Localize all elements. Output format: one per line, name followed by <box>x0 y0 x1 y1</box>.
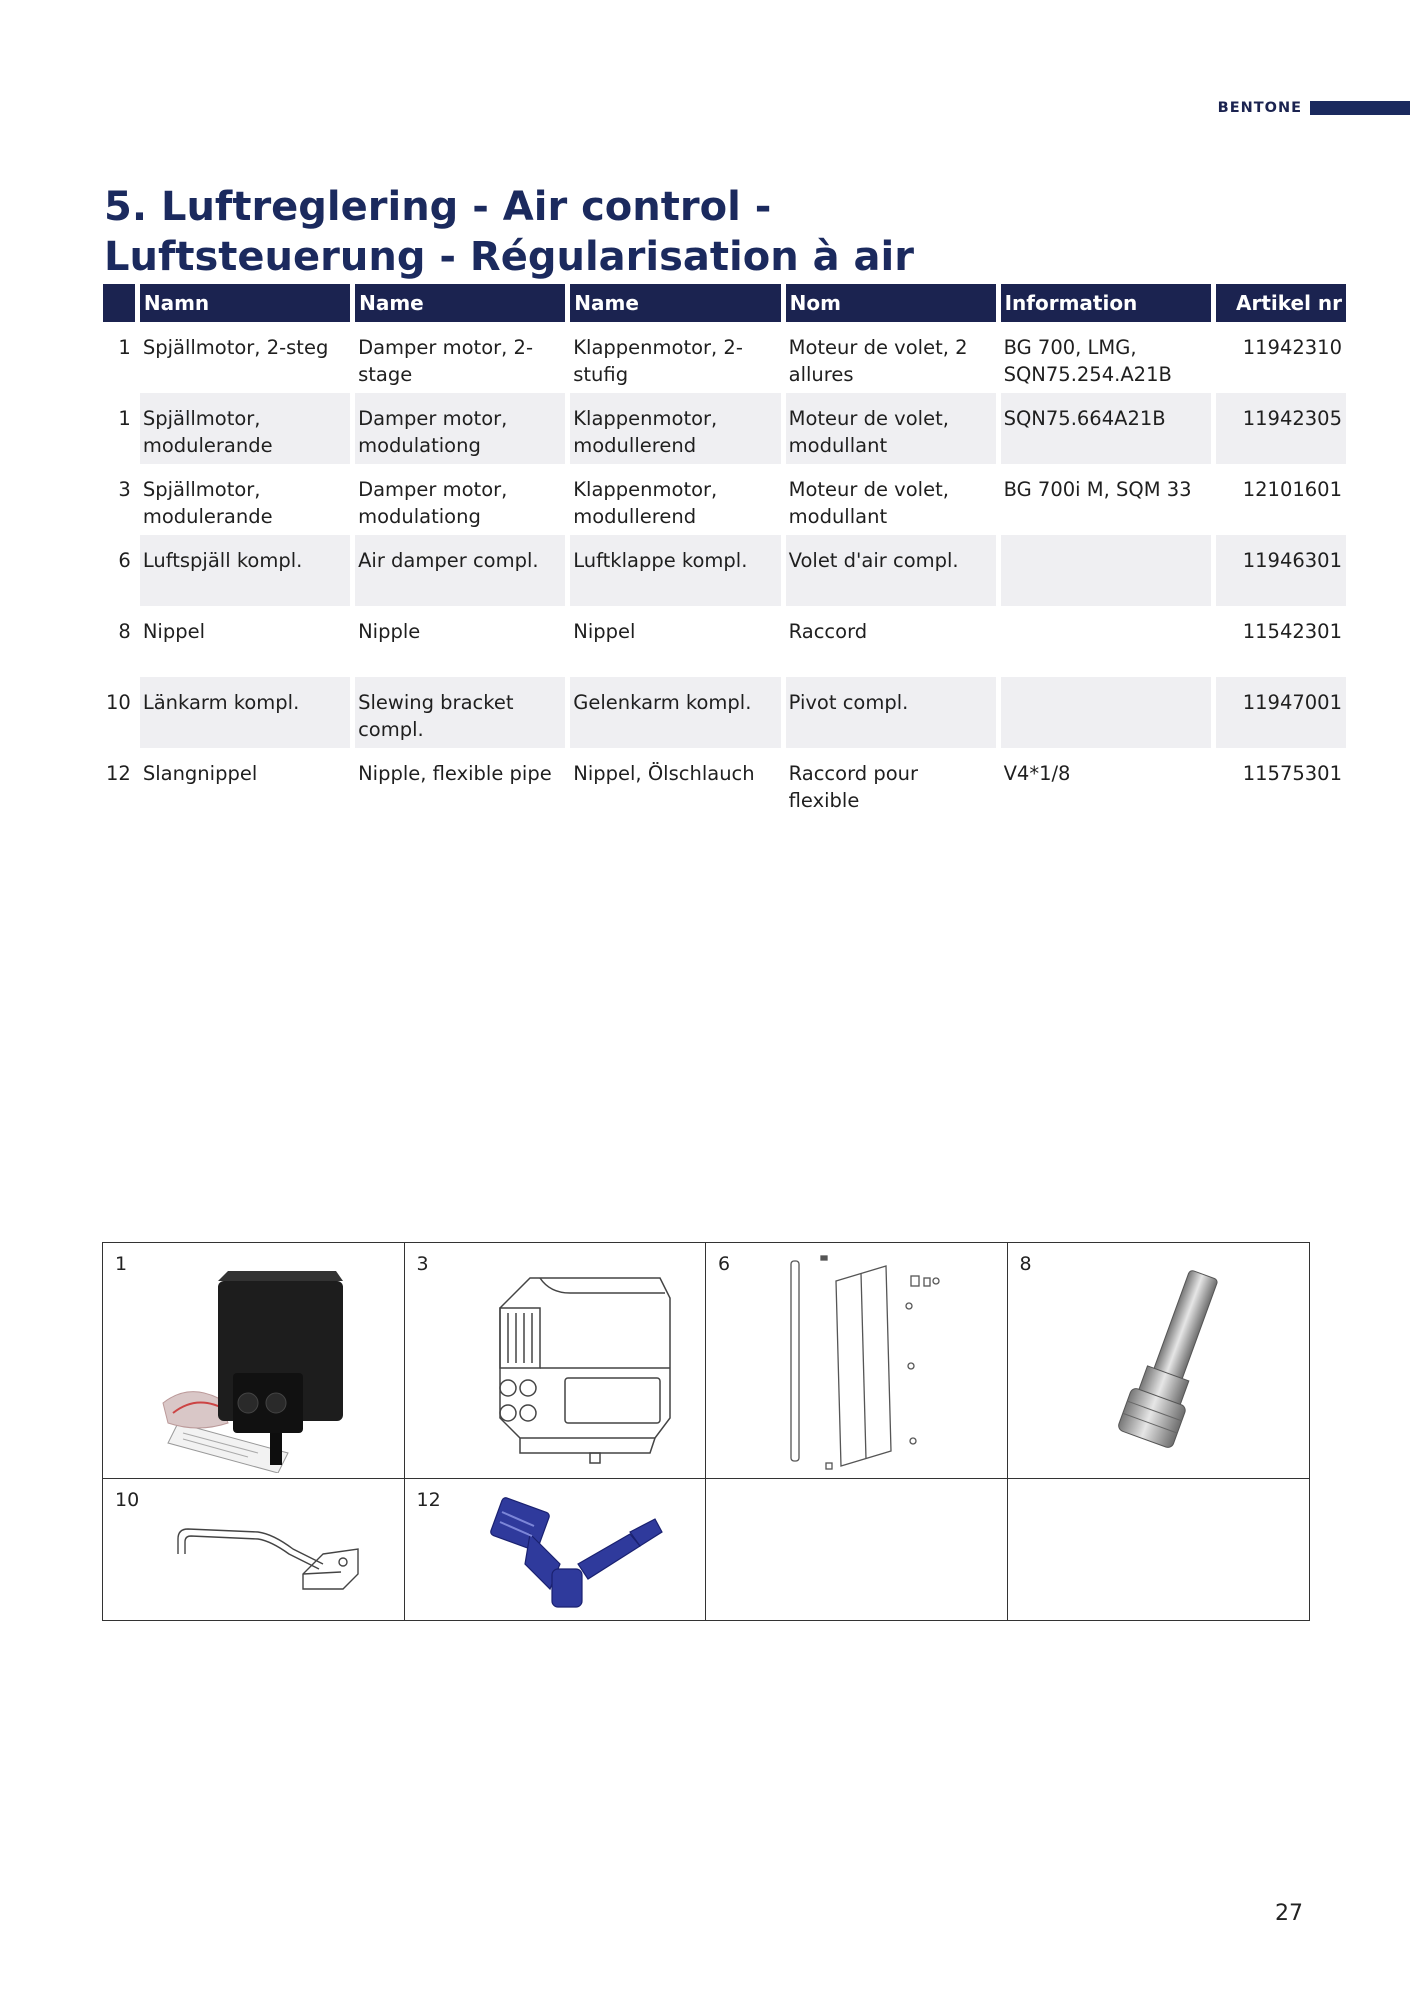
row-info <box>1001 677 1212 748</box>
image-cell-empty <box>1008 1479 1310 1620</box>
image-label: 12 <box>416 1489 441 1511</box>
row-namn: Spjällmotor, modulerande <box>142 478 273 528</box>
row-pos: 10 <box>106 691 131 714</box>
row-name: Slewing bracket compl. <box>355 677 565 748</box>
table-row <box>103 606 1346 677</box>
table-row <box>103 464 1346 535</box>
image-label: 1 <box>115 1253 128 1275</box>
header-name: Name <box>355 284 565 322</box>
row-artikel-nr: 11942305 <box>1216 393 1346 464</box>
hose-nipple-image <box>490 1494 670 1624</box>
image-cell-3 <box>405 1243 707 1479</box>
air-damper-image <box>781 1251 961 1476</box>
table-row <box>103 322 1346 393</box>
row-info: SQN75.664A21B <box>1001 393 1212 464</box>
table-row <box>103 535 1346 606</box>
row-nom: Pivot compl. <box>786 677 996 748</box>
row-artikel-nr: 12101601 <box>1242 478 1342 501</box>
row-info <box>1001 606 1212 677</box>
page-title: 5. Luftreglering - Air control - Luftsteuerung - Régularisation à air <box>104 184 914 280</box>
row-name-de: Luftklappe kompl. <box>570 535 780 606</box>
row-namn: Spjällmotor, 2-steg <box>142 336 329 359</box>
header-name-de: Name <box>570 284 780 322</box>
brand-bar <box>1310 101 1410 115</box>
row-name: Nipple <box>358 620 421 643</box>
image-cell-8 <box>1008 1243 1310 1479</box>
brand-name: BENTONE <box>1217 100 1302 116</box>
damper-motor-drawing-image <box>480 1268 680 1468</box>
image-label: 8 <box>1019 1253 1032 1275</box>
row-name: Air damper compl. <box>355 535 565 606</box>
image-cell-empty <box>706 1479 1008 1620</box>
row-info: V4*1/8 <box>1003 762 1071 785</box>
row-name-de: Klappenmotor, 2-stufig <box>573 336 743 386</box>
row-name-de: Gelenkarm kompl. <box>570 677 780 748</box>
row-pos: 12 <box>106 762 131 785</box>
row-info: BG 700i M, SQM 33 <box>1003 478 1192 501</box>
nipple-image <box>1103 1263 1233 1473</box>
brand-header <box>1218 101 1410 115</box>
table-header-row <box>103 284 1346 322</box>
image-cell-1 <box>103 1243 405 1479</box>
row-nom: Moteur de volet, modullant <box>788 478 949 528</box>
page-number: 27 <box>1275 1901 1303 1926</box>
header-nom: Nom <box>786 284 996 322</box>
header-pos <box>103 284 135 322</box>
row-name-de: Klappenmotor, modullerend <box>570 393 780 464</box>
row-nom: Raccord pour flexible <box>788 762 919 812</box>
row-artikel-nr: 11575301 <box>1242 762 1342 785</box>
row-namn: Länkarm kompl. <box>140 677 350 748</box>
row-name: Damper motor, modulationg <box>358 478 508 528</box>
row-name-de: Klappenmotor, modullerend <box>573 478 718 528</box>
image-label: 3 <box>416 1253 429 1275</box>
header-namn: Namn <box>140 284 350 322</box>
parts-image-grid <box>102 1242 1310 1621</box>
row-name-de: Nippel, Ölschlauch <box>573 762 755 785</box>
row-info: BG 700, LMG, SQN75.254.A21B <box>1003 336 1172 386</box>
image-cell-10 <box>103 1479 405 1620</box>
table-row <box>103 393 1346 464</box>
parts-table <box>98 284 1351 819</box>
row-nom: Raccord <box>788 620 868 643</box>
image-label: 10 <box>115 1489 140 1511</box>
row-name-de: Nippel <box>573 620 636 643</box>
image-cell-6 <box>706 1243 1008 1479</box>
row-name: Damper motor, modulationg <box>355 393 565 464</box>
row-nom: Volet d'air compl. <box>786 535 996 606</box>
row-nom: Moteur de volet, modullant <box>786 393 996 464</box>
row-pos: 8 <box>118 620 131 643</box>
table-row <box>103 748 1346 819</box>
row-pos: 1 <box>118 407 131 430</box>
row-pos: 3 <box>118 478 131 501</box>
row-pos: 6 <box>118 549 131 572</box>
row-info <box>1001 535 1212 606</box>
row-namn: Spjällmotor, modulerande <box>140 393 350 464</box>
row-artikel-nr: 11946301 <box>1216 535 1346 606</box>
row-artikel-nr: 11947001 <box>1216 677 1346 748</box>
slewing-bracket-image <box>163 1514 363 1604</box>
row-nom: Moteur de volet, 2 allures <box>788 336 968 386</box>
header-information: Information <box>1001 284 1212 322</box>
row-artikel-nr: 11542301 <box>1242 620 1342 643</box>
row-namn: Luftspjäll kompl. <box>140 535 350 606</box>
row-pos: 1 <box>118 336 131 359</box>
row-name: Nipple, flexible pipe <box>358 762 552 785</box>
row-namn: Slangnippel <box>142 762 258 785</box>
image-label: 6 <box>718 1253 731 1275</box>
header-artikel-nr: Artikel nr <box>1216 284 1346 322</box>
table-row <box>103 677 1346 748</box>
damper-motor-image <box>158 1263 358 1473</box>
row-artikel-nr: 11942310 <box>1242 336 1342 359</box>
image-cell-12 <box>405 1479 707 1620</box>
row-namn: Nippel <box>142 620 206 643</box>
row-name: Damper motor, 2-stage <box>358 336 533 386</box>
